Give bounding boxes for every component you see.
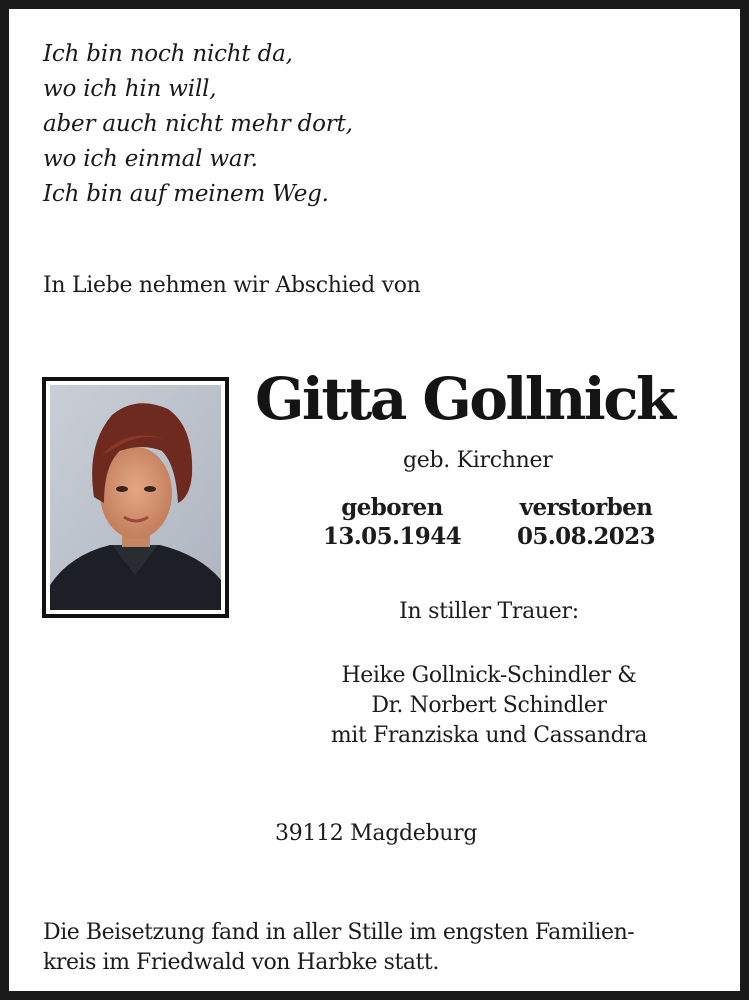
mourning-heading: In stiller Trauer: xyxy=(399,599,579,624)
poem-line: wo ich einmal war. xyxy=(43,146,258,172)
family-member: Heike Gollnick-Schindler & xyxy=(341,663,637,688)
family-member: mit Franziska und Cassandra xyxy=(330,723,648,748)
portrait-image xyxy=(50,385,221,610)
notice-line: Die Beisetzung fand in aller Stille im engsten Familien- xyxy=(43,920,635,945)
burial-notice xyxy=(43,918,733,978)
death-block xyxy=(503,493,669,551)
deceased-name: Gitta Gollnick xyxy=(255,365,674,433)
intro-text: In Liebe nehmen wir Abschied von xyxy=(43,273,421,298)
poem-line: wo ich hin will, xyxy=(43,76,217,102)
poem-line: aber auch nicht mehr dort, xyxy=(43,111,353,137)
birth-block xyxy=(309,493,475,551)
died-label: verstorben xyxy=(519,494,653,521)
born-date: 13.05.1944 xyxy=(322,523,462,550)
born-label: geboren xyxy=(341,494,443,521)
family-member: Dr. Norbert Schindler xyxy=(371,693,607,718)
portrait-photo xyxy=(42,377,229,618)
poem-line: Ich bin auf meinem Weg. xyxy=(43,181,329,207)
family-list xyxy=(279,661,699,751)
city-line: 39112 Magdeburg xyxy=(275,821,478,846)
died-date: 05.08.2023 xyxy=(516,523,656,550)
poem xyxy=(43,37,353,212)
maiden-name: geb. Kirchner xyxy=(403,448,553,473)
notice-line: kreis im Friedwald von Harbke statt. xyxy=(43,950,439,975)
poem-line: Ich bin noch nicht da, xyxy=(43,41,293,67)
